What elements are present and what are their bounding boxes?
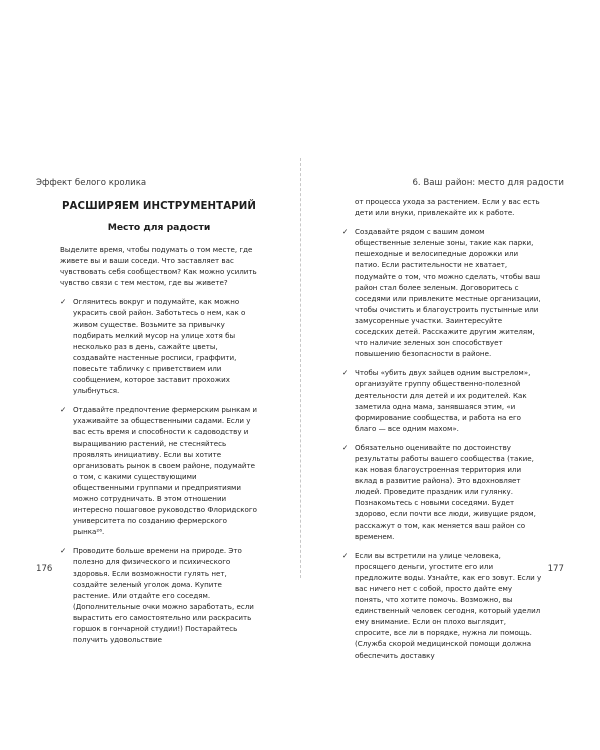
list-item-text: Создавайте рядом с вашим домом общественные зеленые зоны, такие как парки, пешеходные и велосипедные дорожки или патио. Если растительности не хватает, подумайте о том, что можно сделать, чтобы ваш район стал более зеленым. Договоритесь с соседями или привлеките местные организации, чтобы очистить и благоустроить пустынные или замусоренные участки. Заинтересуйте соседских детей. Расскажите другим жителям, что наличие зеленых зон способствует повышению безопасности в районе. [355, 227, 541, 359]
list-item [60, 296, 258, 396]
list-item [342, 367, 542, 434]
check-icon: ✓ [342, 442, 349, 452]
running-head-right: 6. Ваш район: место для радости [412, 178, 564, 188]
page-number-left: 176 [36, 564, 53, 574]
intro-paragraph [60, 244, 258, 288]
list-item-text: Чтобы «убить двух зайцев одним выстрелом», организуйте группу общественно-полезной деятельности для детей и их родителей. Как заметила одна мама, занявшаяся этим, «и формирование сообщества, и работа на его благо — все одним махом». [355, 368, 531, 433]
list-item [60, 404, 258, 537]
list-item-text: Обязательно оценивайте по достоинству результаты работы вашего сообщества (такие, как новая благоустроенная территория или вклад в развитие района). Это вдохновляет людей. Проведите праздник или гулянку. Познакомьтесь с новыми соседями. Будет здорово, если почти все люди, живущие рядом, расскажут о том, как меняется ваш район со временем. [355, 442, 536, 541]
check-icon: ✓ [60, 405, 67, 415]
right-page-content [342, 196, 542, 669]
chapter-title: РАСШИРЯЕМ ИНСТРУМЕНТАРИЙ [61, 201, 257, 212]
list-item-text: Если вы встретили на улице человека, просящего деньги, угостите его или предложите воды. Узнайте, как его зовут. Если у вас ничего нет с собой, просто дайте ему понять, что хотите помочь. Возможно, вы единственный человек сегодня, который уделил ему внимание. Если он плохо выглядит, спросите, все ли в порядке, нужна ли помощь. (Служба скорой медицинской помощи должна обеспечить доставку [355, 550, 542, 660]
check-icon: ✓ [60, 546, 67, 556]
check-icon: ✓ [60, 297, 67, 307]
check-icon: ✓ [342, 368, 349, 378]
check-icon: ✓ [342, 227, 349, 237]
left-page-content [60, 201, 258, 653]
list-item-text: Оглянитесь вокруг и подумайте, как можно украсить свой район. Заботьтесь о нем, как о живом существе. Возьмите за привычку подбирать мелкий мусор на улице хотя бы несколько раз в день, сажайте цветы, создавайте настенные росписи, граффити, повесьте табличку с приветствием или сообщением, которое заставит прохожих улыбнуться. [73, 297, 246, 396]
list-item-text: Проводите больше времени на природе. Это полезно для физического и психического здоровья. Если возможности гулять нет, создайте зеленый уголок дома. Купите растение. Или отдайте его соседям. (Дополнительные очки можно заработать, если вырастить его самостоятельно или раскрасить горшок в гончарной студии!) Постарайтесь получить удовольствие [73, 546, 254, 645]
intro-text: Выделите время, чтобы подумать о том месте, где живете вы и ваши соседи. Что заставляет вас чувствовать себя сообществом? Как можно усилить чувство связи с тем местом, где вы живете? [60, 245, 257, 288]
list-item [342, 550, 542, 661]
list-item [342, 442, 542, 542]
list-item [342, 226, 542, 359]
page-number-right: 177 [547, 564, 564, 574]
right-page [300, 0, 600, 750]
continuation-paragraph [342, 196, 542, 218]
check-icon: ✓ [342, 550, 349, 560]
list-item-text: Отдавайте предпочтение фермерским рынкам и ухаживайте за общественными садами. Если у вас есть время и способности к садоводству и выращиванию растений, не стесняйтесь проявлять инициативу. Если вы хотите организовать рынок в своем районе, подумайте о том, с какими существующими общественными группами и предприятиями можно сотрудничать. В этом отношении интересно пошаговое руководство Флоридского университета по созданию фермерского рынка²⁶. [73, 405, 257, 537]
running-head-left: Эффект белого кролика [36, 178, 147, 188]
continuation-text: от процесса ухода за растением. Если у вас есть дети или внуки, привлекайте их к работе. [355, 197, 540, 218]
list-item [60, 545, 258, 645]
section-title: Место для радости [107, 222, 211, 233]
